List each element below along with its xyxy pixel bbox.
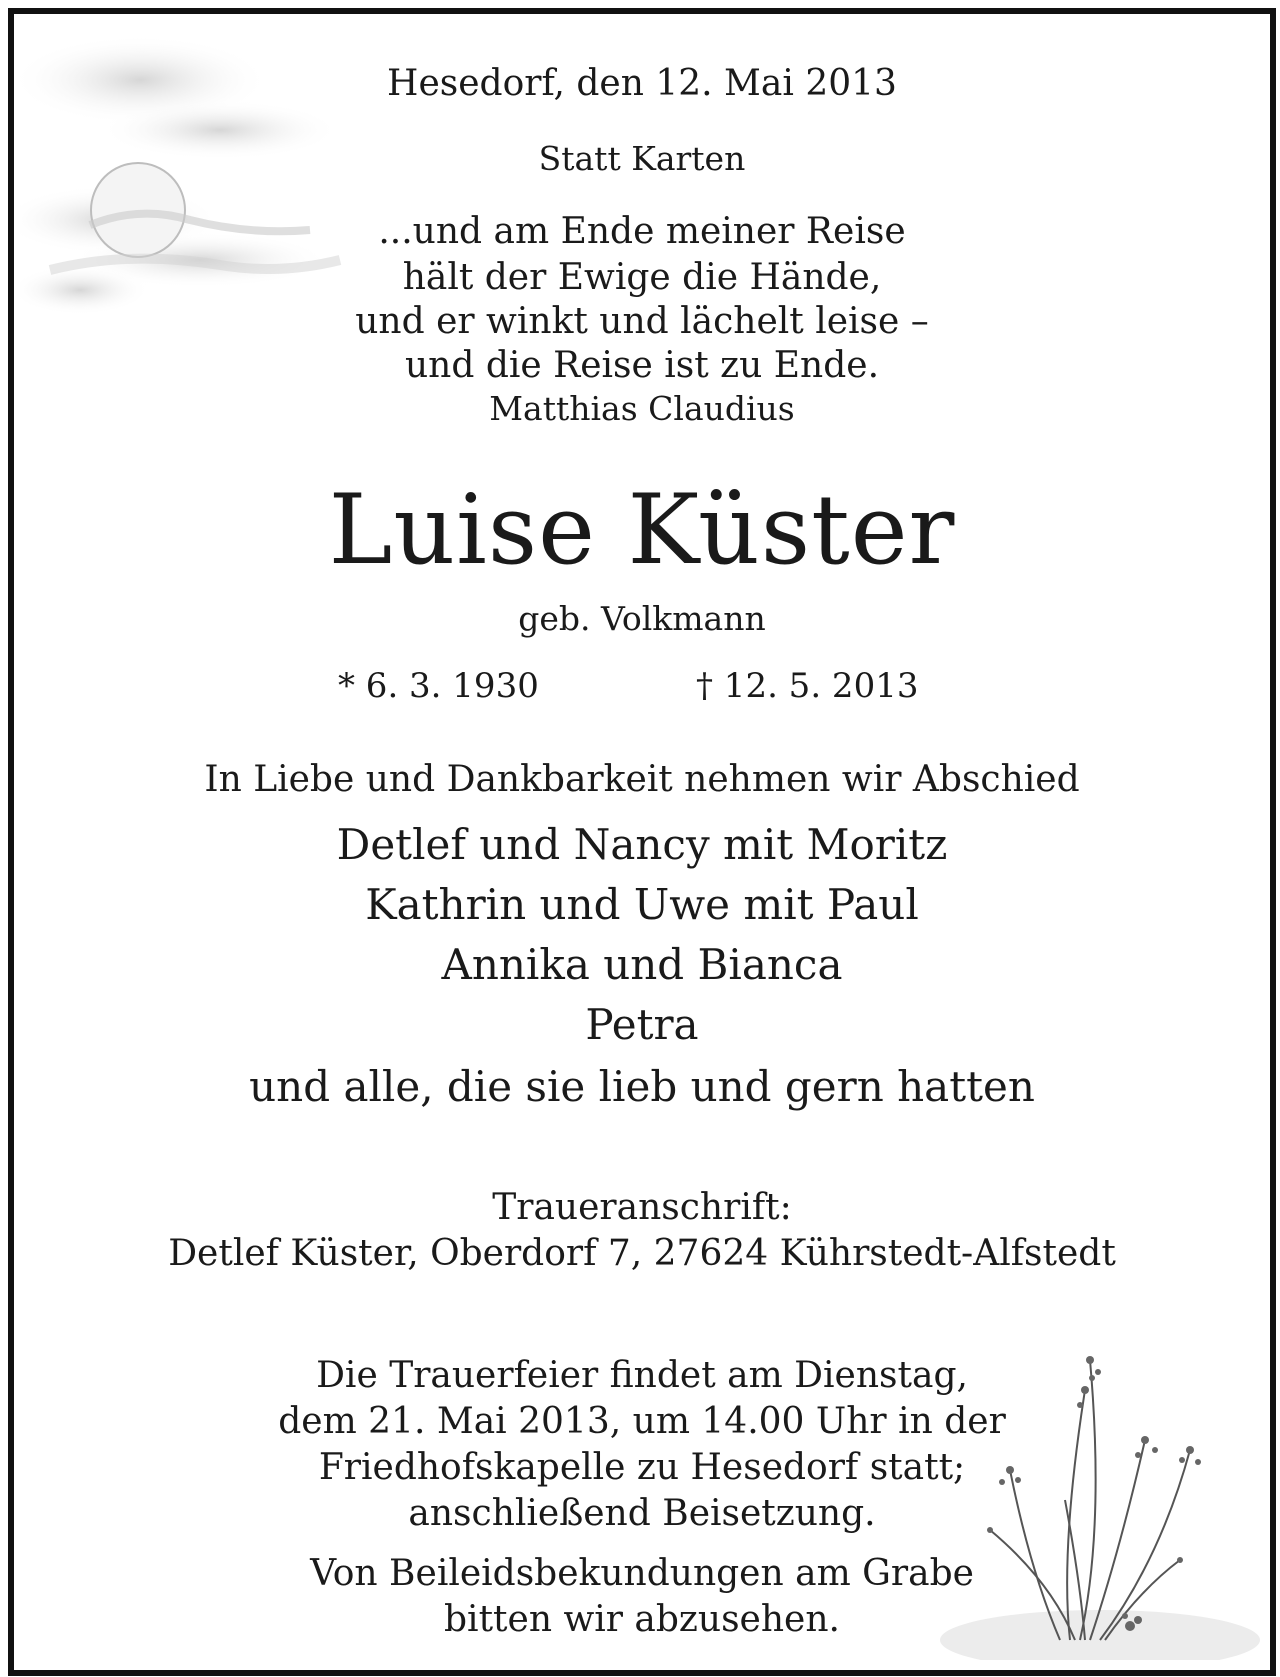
poem-line: ...und am Ende meiner Reise [378,211,906,252]
ceremony-line: dem 21. Mai 2013, um 14.00 Uhr in der [278,1401,1006,1442]
mourner-line: und alle, die sie lieb und gern hatten [249,1062,1035,1111]
poem-line: und die Reise ist zu Ende. [404,345,880,386]
address-value: Detlef Küster, Oberdorf 7, 27624 Kührstedt-Alfstedt [168,1233,1116,1274]
address-label: Traueranschrift: [492,1187,792,1228]
obituary-notice [8,8,1276,1676]
mourner-line: Detlef und Nancy mit Moritz [336,820,948,869]
mourner-line: Annika und Bianca [441,940,843,989]
ceremony-line: Die Trauerfeier findet am Dienstag, [316,1355,968,1396]
poem-line: hält der Ewige die Hände, [402,257,882,298]
mourner-line: Petra [585,1000,699,1049]
condolence-note: Von Beileidsbekundungen am Grabe [310,1553,974,1594]
death-date: † 12. 5. 2013 [696,666,919,706]
poem-author: Matthias Claudius [489,389,795,428]
ceremony-line: Friedhofskapelle zu Hesedorf statt; [318,1447,966,1488]
farewell-intro: In Liebe und Dankbarkeit nehmen wir Abschied [204,759,1080,800]
statt-karten: Statt Karten [538,139,746,178]
deceased-name: Luise Küster [328,474,956,586]
birth-date: * 6. 3. 1930 [338,666,539,706]
birth-name: geb. Volkmann [518,599,766,638]
place-date: Hesedorf, den 12. Mai 2013 [387,63,897,104]
mourner-line: Kathrin und Uwe mit Paul [365,880,919,929]
poem-line: und er winkt und lächelt leise – [355,301,929,342]
condolence-note: bitten wir abzusehen. [444,1599,840,1640]
ceremony-line: anschließend Beisetzung. [408,1493,876,1534]
